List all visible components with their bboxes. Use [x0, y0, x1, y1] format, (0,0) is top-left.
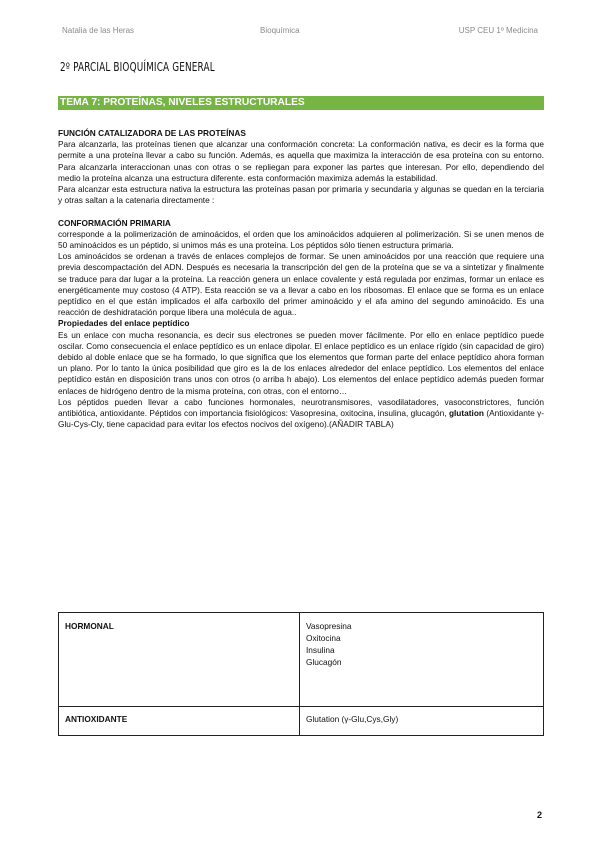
page-header: [62, 26, 538, 40]
peptide-function-table: [58, 612, 544, 736]
paragraph: Para alcanzar esta estructura nativa la estructura las proteínas pasan por primaria y secundaria y algunas se quedan en la terciaria y otras saltan a la catenaria directamente :: [58, 184, 544, 206]
table-row: [59, 613, 544, 707]
table-value: Glutation (γ-Glu,Cys,Gly): [306, 714, 399, 724]
bold-term: glutation: [448, 408, 484, 419]
section-heading-primary: CONFORMACIÓN PRIMARIA: [58, 217, 171, 228]
table-cell-values: [300, 613, 544, 707]
paragraph: Los aminoácidos se ordenan a través de enlaces complejos de formar. Se unen aminoácidos por una reacción que requiere una previa descompactación del ADN. Después es necesaria la transcripción del gen de la proteína que se va a sintetizar y finalmente se traduce para dar lugar a la proteína. La reacción genera un enlace covalente y está regulada por enzimas, formar un enlace es energéticamente muy costoso (4 ATP). Esta reacción se va a llevar a cabo en los ribosomas. El enlace que se forma es un enlace peptídico en el que están implicados el alfa carboxilo del primer aminoácido y el afa amino del segundo aminoácido. Es una reacción de deshidratación porque libera una molécula de agua..: [58, 251, 544, 318]
page-number: 2: [536, 810, 542, 820]
text-run: Los péptidos pueden llevar a cabo funciones hormonales, neurotransmisores, vasodilatadores, vasoconstrictores, función antibiótica, antioxidante. Péptidos con importancia fisiológicos: Vasopresina, oxitocina, insulina, glucagón,: [58, 396, 544, 419]
table-value: Glucagón: [306, 657, 342, 667]
header-author: Natalia de las Heras: [62, 26, 135, 35]
section-heading-peptide-bond: Propiedades del enlace peptídico: [58, 318, 190, 329]
paragraph: Para alcanzarla, las proteínas tienen que alcanzar una conformación concreta: La conformación nativa, es decir es la forma que permite a una proteína llevar a cabo su función. Además, es aquella que maximiza la interacción de esa proteína con su entorno. Para alcanzarla interaccionan unas con otras o se repliegan para exponer las partes que interesan. Por ello, dependiendo del medio la proteína alcanza una estructura diferente. esta conformación maximiza además la estabilidad.: [58, 139, 544, 183]
table-cell-key: HORMONAL: [59, 613, 300, 707]
page-title: 2º PARCIAL BIOQUÍMICA GENERAL: [60, 60, 215, 74]
table-row: [59, 707, 544, 736]
paragraph: Es un enlace con mucha resonancia, es decir sus electrones se pueden mover fácilmente. Por ello en enlace peptídico puede oscilar. Como consecuencia el enlace peptídico es un enlace dipolar. El enlace peptídico es un enlace rígido (sin capacidad de giro) debido al doble enlace que se ha formado, lo que significa que los elementos que forman parte del enlace peptídico ahora forman un plano. Por lo tanto la única posibilidad que giro es la de los enlaces alrededor del enlace peptídico. Los elementos del enlace peptídico están en disposición trans unos con otros (o arriba h abajo). Los elementos del enlace peptídico además pueden formar enlaces de hidrógeno dentro de la misma proteína, con otras, con el entorno…: [58, 329, 544, 396]
header-course: USP CEU 1º Medicina: [458, 26, 538, 35]
table-cell-values: [300, 707, 544, 736]
text-run: (Antioxidante γ-Glu-Cys-Cly, tiene capacidad para evitar los efectos nocivos del oxígeno).(AÑADIR TABLA): [58, 408, 545, 430]
section-banner: TEMA 7: PROTEÍNAS, NIVELES ESTRUCTURALES: [58, 96, 544, 110]
table-cell-key: ANTIOXIDANTE: [59, 707, 300, 736]
paragraph: corresponde a la polimerización de aminoácidos, el orden que los aminoácidos adquieren al polimerización. Si se unen menos de 50 aminoácidos es un péptido, si unimos más es una proteína. Los péptidos sólo tienen estructura primaria.: [58, 228, 544, 251]
document-body: [58, 128, 544, 430]
header-subject: Bioquímica: [260, 26, 300, 35]
section-heading-function: FUNCIÓN CATALIZADORA DE LAS PROTEÍNAS: [58, 128, 246, 138]
spacer: [58, 206, 544, 217]
table-value: Insulina: [306, 645, 335, 655]
paragraph: [58, 397, 544, 431]
table-value: Vasopresina: [306, 621, 352, 631]
table-value: Oxitocina: [306, 633, 341, 643]
